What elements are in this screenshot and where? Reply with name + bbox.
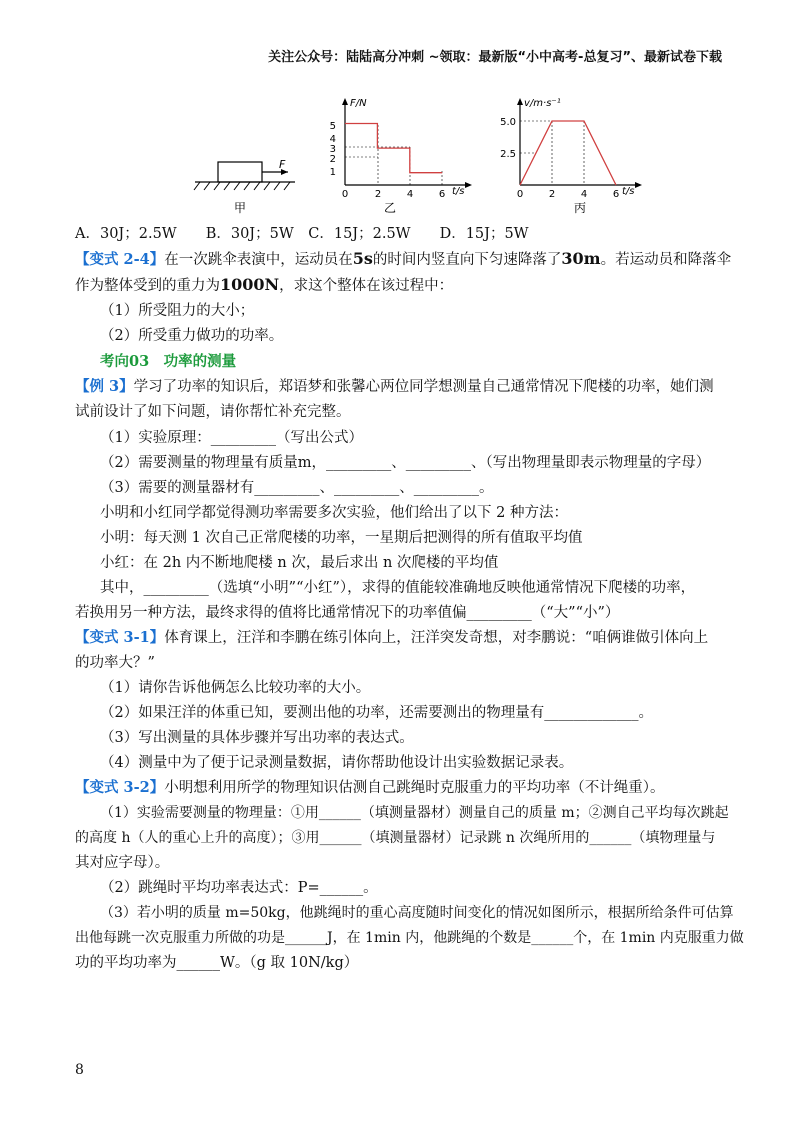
svg-text:2.5: 2.5 (500, 149, 516, 160)
velocity-series-line (520, 121, 616, 185)
question-line: （1）实验原理：_________（写出公式） (100, 430, 363, 446)
question-line: （3）若小明的质量 m=50kg，他跳绳时的重心高度随时间变化的情况如图所示，根据所给条件可估算 (100, 905, 734, 921)
question-line: （2）如果汪洋的体重已知，要测出他的功率，还需要测出的物理量有_____________。 (100, 705, 653, 721)
question-line: （1）所受阻力的大小； (100, 303, 255, 319)
text-line: 其中，_________（选填“小明”“小红”），求得的值能较准确地反映他通常情况下爬楼的功率， (100, 580, 696, 596)
force-label: F (279, 158, 286, 171)
force-series-line (345, 124, 442, 173)
question-line: （1）实验需要测量的物理量：①用______（填测量器材）测量自己的质量 m；②测自己平均每次跳起 (100, 805, 729, 821)
text-line: 其对应字母）。 (75, 855, 170, 871)
block (218, 162, 262, 182)
text-line: 试前设计了如下问题，请你帮忙补充完整。 (75, 404, 351, 420)
svg-text:v/m·s⁻¹: v/m·s⁻¹ (524, 98, 561, 109)
figure-jia (194, 158, 295, 215)
svg-text:4: 4 (580, 189, 588, 200)
svg-text:t/s: t/s (622, 186, 635, 197)
svg-text:1: 1 (329, 167, 336, 178)
svg-text:0: 0 (516, 189, 524, 200)
svg-text:2: 2 (548, 189, 556, 200)
svg-text:4: 4 (329, 134, 336, 145)
text-line: 若换用另一种方法，最终求得的值将比通常情况下的功率值偏_________（“大”“小”） (75, 605, 620, 621)
variant-3-2-line1: 【变式 3-2】小明想利用所学的物理知识估测自己跳绳时克服重力的平均功率（不计绳重）。 (75, 779, 665, 796)
question-line: （2）跳绳时平均功率表达式：P=______。 (100, 880, 378, 896)
text-line: 小红：在 2h 内不断地爬楼 n 次，最后求出 n 次爬楼的平均值 (100, 555, 499, 571)
variant-2-4-line2: 作为整体受到的重力为1000N，求这个整体在该过程中： (75, 275, 454, 294)
svg-text:2: 2 (374, 189, 382, 200)
page-header: 关注公众号：陆陆高分冲刺 ~领取：最新版“小中高考-总复习”、最新试卷下载 (268, 50, 722, 65)
figure-group (190, 90, 650, 220)
svg-text:F/N: F/N (350, 98, 367, 109)
question-line: （2）所受重力做功的功率。 (100, 328, 284, 344)
svg-text:5.0: 5.0 (500, 117, 516, 128)
caption-yi: 乙 (383, 201, 397, 215)
variant-tag: 【变式 2-4】 (75, 251, 165, 268)
section-heading: 考向03 功率的测量 (100, 353, 237, 370)
text-line: 小明：每天测 1 次自己正常爬楼的功率，一星期后把测得的所有值取平均值 (100, 530, 583, 546)
svg-text:5: 5 (329, 121, 336, 132)
answer-options: A．30J；2.5W B．30J；5W C．15J；2.5W D．15J；5W (75, 226, 529, 242)
svg-text:3: 3 (329, 144, 336, 155)
svg-text:0: 0 (341, 189, 349, 200)
text-line: 的高度 h（人的重心上升的高度）；③用______（填测量器材）记录跳 n 次绳所用的______（填物理量与 (75, 830, 716, 846)
page-number: 8 (75, 1062, 84, 1078)
text-line: 小明和小红同学都觉得测功率需要多次实验，他们给出了以下 2 种方法： (100, 505, 568, 521)
text-line: 功的平均功率为______W。（g 取 10N/kg） (75, 955, 359, 971)
example-3-line1: 【例 3】学习了功率的知识后，郑语梦和张馨心两位同学想测量自己通常情况下爬楼的功率，她们测 (75, 378, 714, 395)
question-line: （4）测量中为了便于记录测量数据，请你帮助他设计出实验数据记录表。 (100, 755, 574, 771)
svg-text:2: 2 (329, 154, 336, 165)
question-line: （1）请你告诉他俩怎么比较功率的大小。 (100, 680, 371, 696)
figure-yi (330, 98, 472, 215)
physics-figures (190, 90, 650, 220)
question-line: （3）需要的测量器材有_________、_________、_________。 (100, 480, 494, 496)
question-line: （2）需要测量的物理量有质量m，_________、_________、（写出物理量即表示物理量的字母） (100, 455, 711, 471)
text-line: 的功率大？” (75, 655, 155, 671)
svg-text:6: 6 (438, 189, 446, 200)
text-line: 出他每跳一次克服重力所做的功是______J，在 1min 内，他跳绳的个数是______个，在 1min 内克服重力做 (75, 930, 744, 946)
question-line: （3）写出测量的具体步骤并写出功率的表达式。 (100, 730, 414, 746)
variant-3-1-line1: 【变式 3-1】体育课上，汪洋和李鹏在练引体向上，汪洋突发奇想，对李鹏说：“咱俩谁做引体向上 (75, 629, 709, 646)
svg-text:4: 4 (406, 189, 414, 200)
variant-2-4-line1: 【变式 2-4】在一次跳伞表演中，运动员在5s的时间内竖直向下匀速降落了30m。若运动员和降落伞 (75, 249, 732, 268)
svg-text:6: 6 (612, 189, 620, 200)
figure-bing (500, 98, 642, 215)
caption-bing: 丙 (573, 201, 587, 215)
svg-text:t/s: t/s (452, 186, 465, 197)
caption-jia: 甲 (233, 201, 247, 215)
